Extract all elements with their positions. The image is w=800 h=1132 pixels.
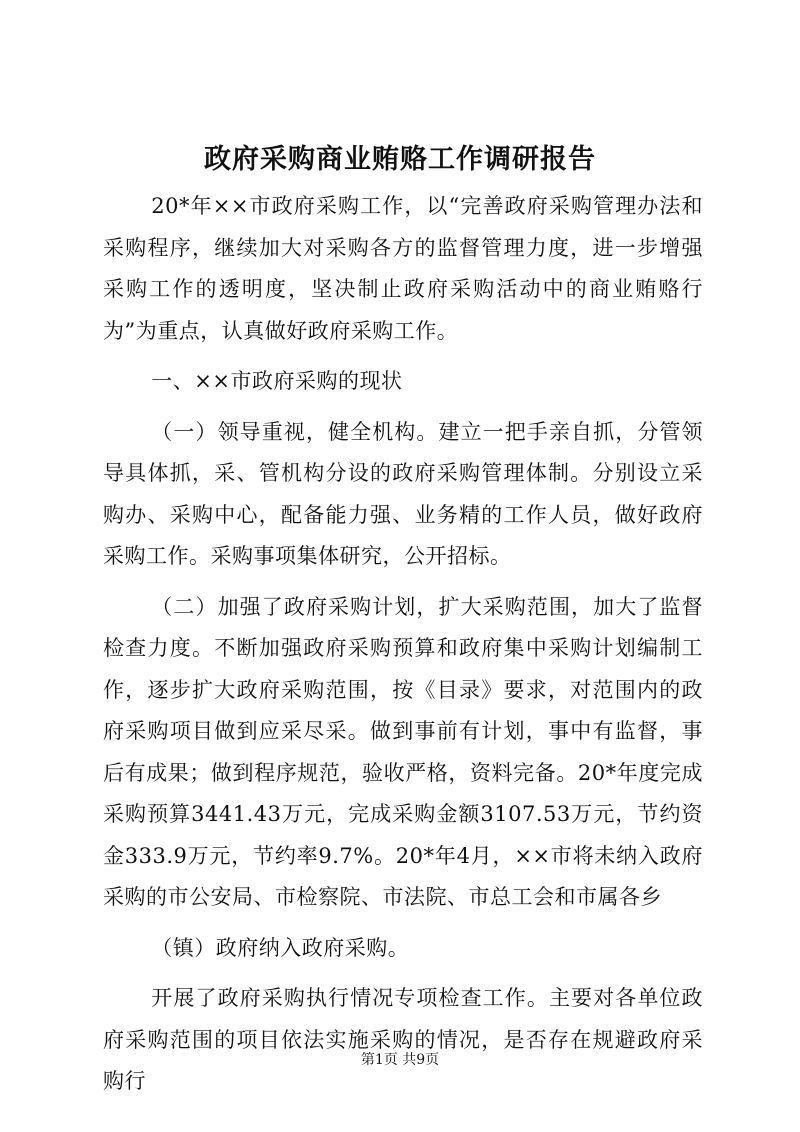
paragraph-continuation: （镇）政府纳入政府采购。 xyxy=(151,935,410,960)
paragraph-inspection: 开展了政府采购执行情况专项检查工作。主要对各单位政府采购范围的项目依法实施采购的情况，是否存在规避政府采购行 xyxy=(103,986,703,1093)
paragraph-subsection-1: （一）领导重视，健全机构。建立一把手亲自抓，分管领导具体抓，采、管机构分设的政府采购管理体制。分别设立采购办、采购中心，配备能力强、业务精的工作人员，做好政府采购工作。采购事项集体研究，公开招标。 xyxy=(103,419,703,568)
page-number-footer: 第1页 共9页 xyxy=(360,1052,440,1068)
paragraph-intro: 20*年××市政府采购工作，以“完善政府采购管理办法和采购程序，继续加大对采购各方的监督管理力度，进一步增强采购工作的透明度，坚决制止政府采购活动中的商业贿赂行为”为重点，认真做好政府采购工作。 xyxy=(103,194,703,343)
section-heading-1: 一、××市政府采购的现状 xyxy=(151,369,403,393)
paragraph-subsection-2: （二）加强了政府采购计划，扩大采购范围，加大了监督检查力度。不断加强政府采购预算和政府集中采购计划编制工作，逐步扩大政府采购范围，按《目录》要求，对范围内的政府采购项目做到应采尽采。做到事前有计划，事中有监督，事后有成果；做到程序规范，验收严格，资料完备。20*年度完成采购预算3441.43万元，完成采购金额3107.53万元，节约资金333.9万元，节约率9.7%。20*年4月，××市将未纳入政府采购的市公安局、市检察院、市法院、市总工会和市属各乡 xyxy=(103,594,703,909)
document-title: 政府采购商业贿赂工作调研报告 xyxy=(204,144,596,175)
document-body xyxy=(103,186,703,1103)
